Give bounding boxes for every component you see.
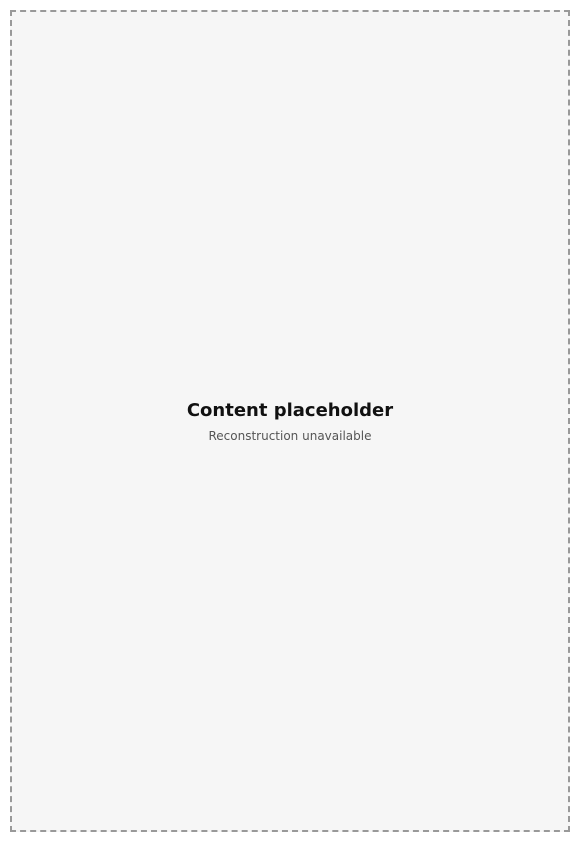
page-placeholder-frame xyxy=(10,10,570,832)
placeholder-title: Content placeholder xyxy=(186,399,394,421)
placeholder-text-group xyxy=(187,400,393,443)
placeholder-note: Reconstruction unavailable xyxy=(208,428,372,443)
